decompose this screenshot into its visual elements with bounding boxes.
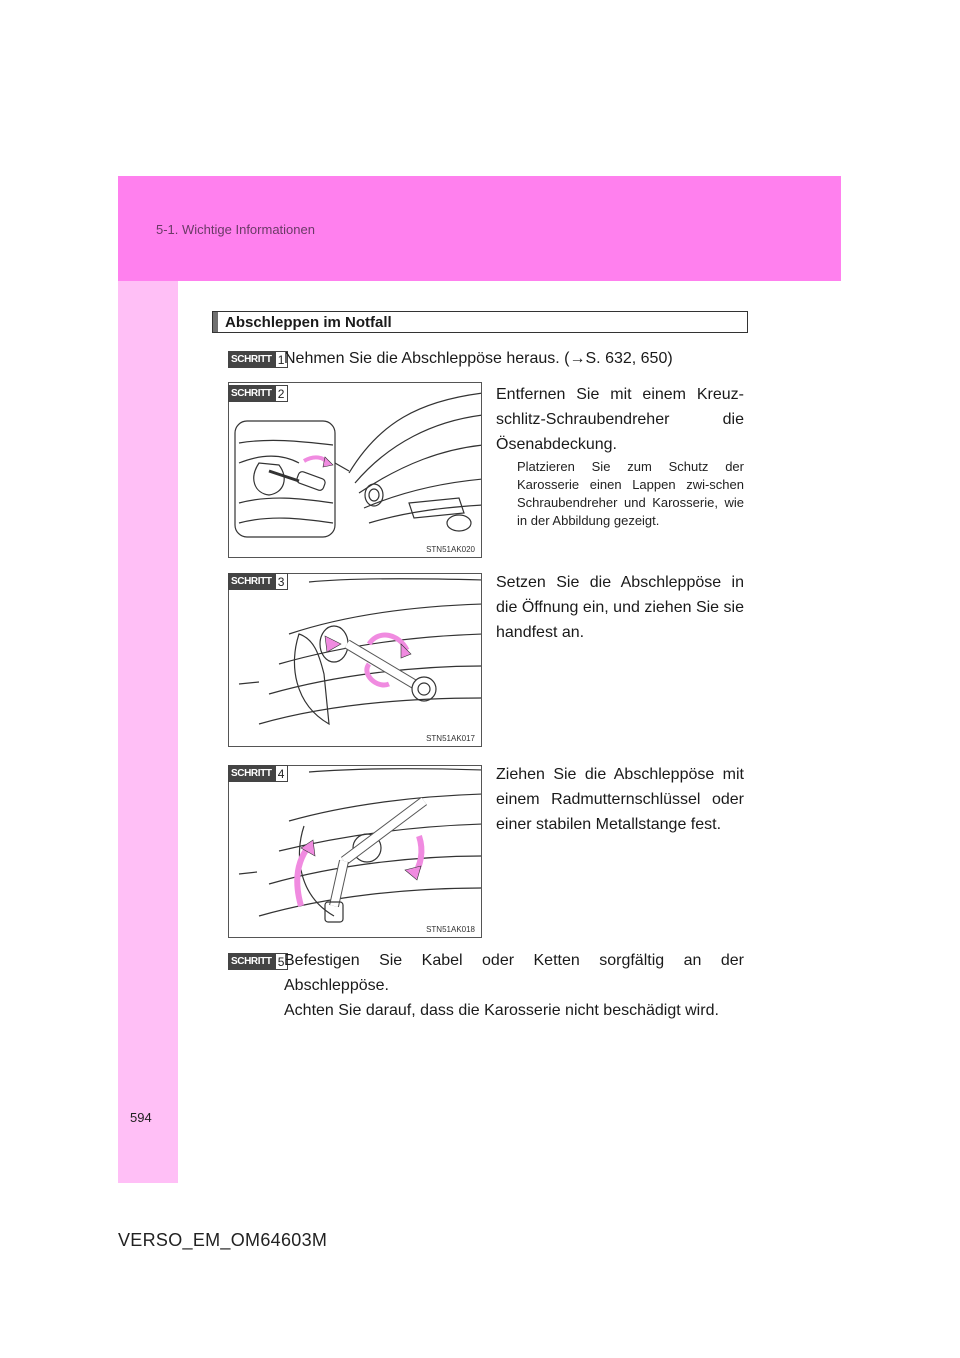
title-marker — [213, 312, 218, 332]
schritt-label: SCHRITT — [228, 573, 275, 590]
step-4-text: Ziehen Sie die Abschleppöse mit einem Radmutternschlüssel oder einer stabilen Metallstange fest. — [496, 766, 744, 833]
document-code: VERSO_EM_OM64603M — [118, 1230, 328, 1250]
step-number: 1 — [275, 351, 288, 368]
side-band — [118, 281, 178, 1183]
step-2-badge — [228, 385, 288, 402]
image-code: STN51AK017 — [426, 734, 475, 743]
step-2-note: Platzieren Sie zum Schutz der Karosserie einen Lappen zwi-schen Schraubendreher und Karosserie, wie in der Abbildung gezeigt. — [517, 459, 744, 528]
schritt-label: SCHRITT — [228, 765, 275, 782]
schritt-label: SCHRITT — [228, 385, 275, 402]
page-number: 594 — [130, 1110, 152, 1125]
section-title-bar — [212, 311, 748, 333]
schritt-label: SCHRITT — [228, 351, 275, 368]
step-1-badge — [228, 351, 288, 368]
illustration-step-4 — [228, 765, 482, 938]
step-5-text-2: Achten Sie darauf, dass die Karosserie nicht beschädigt wird. — [284, 1002, 719, 1019]
step-3-text: Setzen Sie die Abschleppöse in die Öffnung ein, und ziehen Sie sie handfest an. — [496, 574, 744, 641]
step-3-badge — [228, 573, 288, 590]
step-5-text: Befestigen Sie Kabel oder Ketten sorgfältig an der Abschleppöse. — [284, 952, 744, 994]
car-front-screwdriver-illustration — [229, 383, 482, 558]
wheel-wrench-tighten-illustration — [229, 766, 482, 938]
section-title: Abschleppen im Notfall — [225, 314, 392, 331]
illustration-step-3 — [228, 573, 482, 747]
tow-hook-insert-illustration — [229, 574, 482, 747]
step-5-badge — [228, 953, 288, 970]
step-number: 2 — [275, 385, 288, 402]
step-1-text: Nehmen Sie die Abschleppöse heraus. (→S. 632, 650) — [284, 350, 673, 367]
step-number: 4 — [275, 765, 288, 782]
step-4-badge — [228, 765, 288, 782]
step-2-text: Entfernen Sie mit einem Kreuz-schlitz-Schraubendreher die Ösenabdeckung. — [496, 386, 744, 453]
schritt-label: SCHRITT — [228, 953, 275, 970]
step-number: 3 — [275, 573, 288, 590]
illustration-step-2 — [228, 382, 482, 558]
image-code: STN51AK018 — [426, 925, 475, 934]
section-label: 5-1. Wichtige Informationen — [156, 222, 315, 237]
image-code: STN51AK020 — [426, 545, 475, 554]
step-number: 5 — [275, 953, 288, 970]
